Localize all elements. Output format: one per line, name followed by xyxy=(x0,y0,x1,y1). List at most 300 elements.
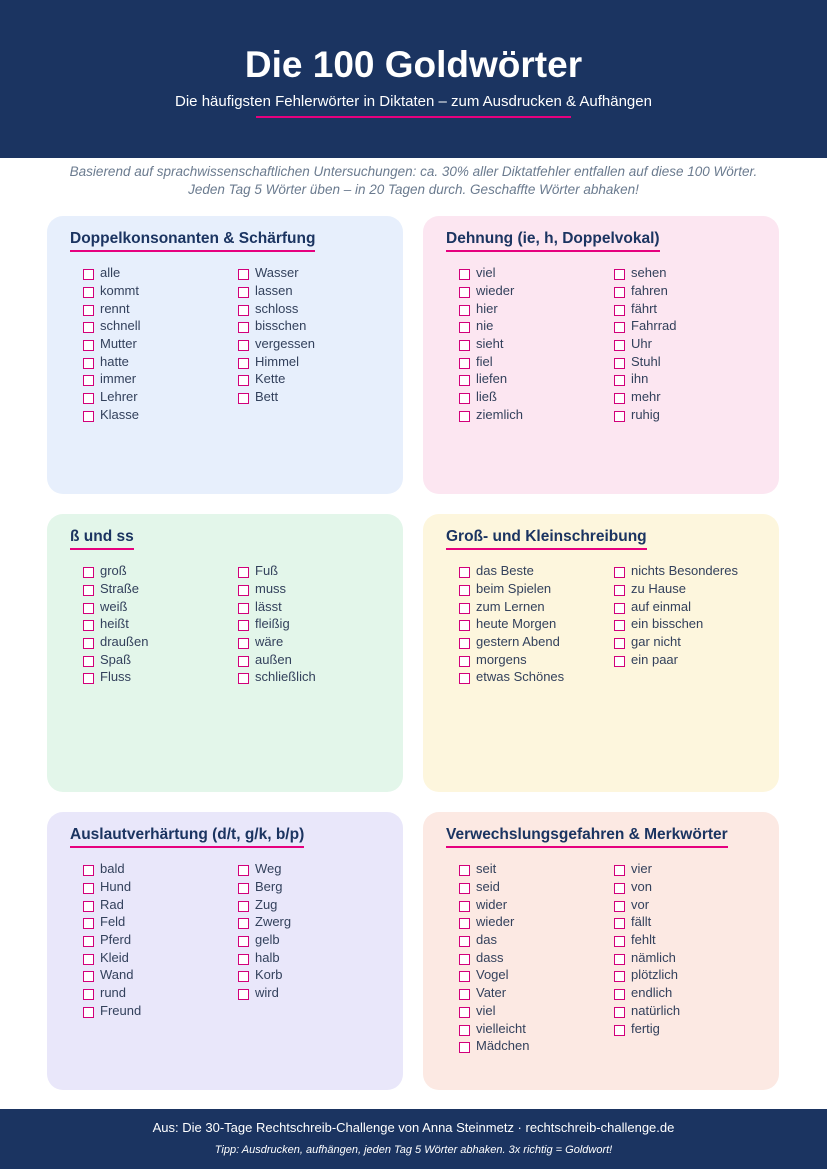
word-item[interactable] xyxy=(447,931,529,949)
word-label: natürlich xyxy=(631,1002,681,1018)
word-item[interactable] xyxy=(602,895,680,913)
checkbox-icon[interactable] xyxy=(459,936,470,947)
word-item[interactable] xyxy=(71,597,148,615)
checkbox-icon[interactable] xyxy=(459,656,470,667)
checkbox-icon[interactable] xyxy=(83,620,94,631)
checkbox-icon[interactable] xyxy=(83,287,94,298)
word-label: ruhig xyxy=(631,406,660,422)
checkbox-icon[interactable] xyxy=(238,865,249,876)
checkbox-icon[interactable] xyxy=(238,901,249,912)
checkbox-icon[interactable] xyxy=(83,375,94,386)
word-item[interactable] xyxy=(602,1019,680,1037)
word-item[interactable] xyxy=(226,388,315,406)
checkbox-icon[interactable] xyxy=(459,673,470,684)
card-title: ß und ss xyxy=(70,528,134,550)
word-label: Rad xyxy=(100,896,124,912)
word-item[interactable] xyxy=(447,860,529,878)
word-column xyxy=(71,860,141,1019)
page-header xyxy=(0,0,827,158)
checkbox-icon[interactable] xyxy=(238,269,249,280)
word-item[interactable] xyxy=(226,931,291,949)
checkbox-icon[interactable] xyxy=(459,269,470,280)
word-item[interactable] xyxy=(602,282,677,300)
word-label: nämlich xyxy=(631,949,676,965)
page-footer xyxy=(0,1109,827,1169)
word-item[interactable] xyxy=(226,264,315,282)
checkbox-icon[interactable] xyxy=(459,567,470,578)
word-item[interactable] xyxy=(71,895,141,913)
word-label: Vogel xyxy=(476,967,509,983)
word-card xyxy=(423,514,779,792)
checkbox-icon[interactable] xyxy=(459,918,470,929)
word-item[interactable] xyxy=(226,650,316,668)
checkbox-icon[interactable] xyxy=(238,287,249,298)
word-item[interactable] xyxy=(602,615,738,633)
checkbox-icon[interactable] xyxy=(83,1007,94,1018)
word-item[interactable] xyxy=(226,335,315,353)
word-label: Spaß xyxy=(100,651,132,667)
word-label: Weg xyxy=(255,861,282,877)
word-item[interactable] xyxy=(602,352,677,370)
word-item[interactable] xyxy=(602,406,677,424)
word-item[interactable] xyxy=(71,913,141,931)
checkbox-icon[interactable] xyxy=(83,865,94,876)
word-item[interactable] xyxy=(226,878,291,896)
word-item[interactable] xyxy=(71,406,140,424)
checkbox-icon[interactable] xyxy=(238,936,249,947)
word-label: gelb xyxy=(255,932,280,948)
word-item[interactable] xyxy=(71,966,141,984)
footer-tip: Tipp: Ausdrucken, aufhängen, jeden Tag 5 Wörter abhaken. 3x richtig = Goldwort! xyxy=(214,1144,613,1156)
word-label: fleißig xyxy=(255,616,290,632)
word-label: zum Lernen xyxy=(476,598,545,614)
checkbox-icon[interactable] xyxy=(238,567,249,578)
word-item[interactable] xyxy=(226,948,291,966)
word-item[interactable] xyxy=(226,984,291,1002)
checkbox-icon[interactable] xyxy=(614,656,625,667)
word-column xyxy=(447,860,529,1055)
checkbox-icon[interactable] xyxy=(238,375,249,386)
checkbox-icon[interactable] xyxy=(614,603,625,614)
checkbox-icon[interactable] xyxy=(614,971,625,982)
word-label: rund xyxy=(100,985,127,1001)
checkbox-icon[interactable] xyxy=(614,1025,625,1036)
checkbox-icon[interactable] xyxy=(238,585,249,596)
checkbox-icon[interactable] xyxy=(459,305,470,316)
word-label: bald xyxy=(100,861,125,877)
checkbox-icon[interactable] xyxy=(83,971,94,982)
word-item[interactable] xyxy=(226,352,315,370)
word-label: alle xyxy=(100,265,121,281)
checkbox-icon[interactable] xyxy=(459,883,470,894)
checkbox-icon[interactable] xyxy=(83,638,94,649)
word-column xyxy=(602,264,677,423)
checkbox-icon[interactable] xyxy=(614,883,625,894)
word-column xyxy=(71,264,140,423)
checkbox-icon[interactable] xyxy=(459,1007,470,1018)
checkbox-icon[interactable] xyxy=(459,1025,470,1036)
word-label: ließ xyxy=(476,389,497,405)
word-item[interactable] xyxy=(71,948,141,966)
word-item[interactable] xyxy=(447,1019,529,1037)
word-label: mehr xyxy=(631,389,661,405)
checkbox-icon[interactable] xyxy=(238,603,249,614)
word-item[interactable] xyxy=(602,597,738,615)
word-item[interactable] xyxy=(447,406,523,424)
checkbox-icon[interactable] xyxy=(83,393,94,404)
word-label: heute Morgen xyxy=(476,616,557,632)
word-label: vier xyxy=(631,861,652,877)
word-item[interactable] xyxy=(71,370,140,388)
word-item[interactable] xyxy=(71,1002,141,1020)
checkbox-icon[interactable] xyxy=(83,340,94,351)
checkbox-icon[interactable] xyxy=(83,322,94,333)
word-item[interactable] xyxy=(71,878,141,896)
checkbox-icon[interactable] xyxy=(459,585,470,596)
checkbox-icon[interactable] xyxy=(459,901,470,912)
card-title: Groß- und Kleinschreibung xyxy=(446,528,647,550)
checkbox-icon[interactable] xyxy=(614,269,625,280)
checkbox-icon[interactable] xyxy=(459,411,470,422)
checkbox-icon[interactable] xyxy=(83,954,94,965)
word-item[interactable] xyxy=(71,931,141,949)
word-label: sehen xyxy=(631,265,667,281)
word-label: etwas Schönes xyxy=(476,669,565,685)
word-label: zu Hause xyxy=(631,581,686,597)
checkbox-icon[interactable] xyxy=(238,305,249,316)
word-item[interactable] xyxy=(447,948,529,966)
word-item[interactable] xyxy=(71,264,140,282)
checkbox-icon[interactable] xyxy=(614,918,625,929)
checkbox-icon[interactable] xyxy=(614,1007,625,1018)
word-item[interactable] xyxy=(71,615,148,633)
word-label: wieder xyxy=(476,914,515,930)
checkbox-icon[interactable] xyxy=(459,865,470,876)
word-item[interactable] xyxy=(71,668,148,686)
checkbox-icon[interactable] xyxy=(238,656,249,667)
checkbox-icon[interactable] xyxy=(238,954,249,965)
checkbox-icon[interactable] xyxy=(459,638,470,649)
word-label: ein paar xyxy=(631,651,678,667)
word-item[interactable] xyxy=(602,984,680,1002)
checkbox-icon[interactable] xyxy=(614,585,625,596)
checkbox-icon[interactable] xyxy=(83,358,94,369)
checkbox-icon[interactable] xyxy=(459,989,470,1000)
word-label: Bett xyxy=(255,389,279,405)
word-label: ein bisschen xyxy=(631,616,704,632)
word-item[interactable] xyxy=(602,931,680,949)
word-item[interactable] xyxy=(71,282,140,300)
checkbox-icon[interactable] xyxy=(459,322,470,333)
word-item[interactable] xyxy=(226,317,315,335)
card-title: Verwechslungsgefahren & Merkwörter xyxy=(446,826,728,848)
word-label: Fluss xyxy=(100,669,132,685)
word-item[interactable] xyxy=(226,913,291,931)
checkbox-icon[interactable] xyxy=(83,918,94,929)
word-item[interactable] xyxy=(447,895,529,913)
word-label: gar nicht xyxy=(631,634,681,650)
checkbox-icon[interactable] xyxy=(83,567,94,578)
word-item[interactable] xyxy=(602,878,680,896)
intro-line-2: Jeden Tag 5 Wörter üben – in 20 Tagen durch. Geschaffte Wörter abhaken! xyxy=(188,182,639,197)
word-label: endlich xyxy=(631,985,673,1001)
word-label: weiß xyxy=(100,598,128,614)
checkbox-icon[interactable] xyxy=(83,585,94,596)
checkbox-icon[interactable] xyxy=(238,673,249,684)
word-item[interactable] xyxy=(602,650,738,668)
word-item[interactable] xyxy=(226,299,315,317)
word-label: seit xyxy=(476,861,497,877)
word-label: Zug xyxy=(255,896,278,912)
word-label: sieht xyxy=(476,336,504,352)
word-item[interactable] xyxy=(447,1002,529,1020)
word-label: vor xyxy=(631,896,650,912)
word-item[interactable] xyxy=(602,317,677,335)
word-item[interactable] xyxy=(226,633,316,651)
word-item[interactable] xyxy=(71,860,141,878)
word-item[interactable] xyxy=(226,668,316,686)
word-item[interactable] xyxy=(447,282,523,300)
checkbox-icon[interactable] xyxy=(238,918,249,929)
word-item[interactable] xyxy=(71,352,140,370)
word-label: Kette xyxy=(255,371,286,387)
checkbox-icon[interactable] xyxy=(83,305,94,316)
checkbox-icon[interactable] xyxy=(83,883,94,894)
word-item[interactable] xyxy=(226,895,291,913)
word-item[interactable] xyxy=(447,370,523,388)
word-label: Lehrer xyxy=(100,389,138,405)
word-item[interactable] xyxy=(602,913,680,931)
word-item[interactable] xyxy=(71,633,148,651)
word-item[interactable] xyxy=(602,580,738,598)
checkbox-icon[interactable] xyxy=(238,971,249,982)
word-label: schließlich xyxy=(255,669,316,685)
word-column xyxy=(226,264,315,406)
word-label: kommt xyxy=(100,283,139,299)
word-label: lassen xyxy=(255,283,293,299)
word-item[interactable] xyxy=(71,562,148,580)
word-label: morgens xyxy=(476,651,527,667)
word-label: liefen xyxy=(476,371,508,387)
word-label: wäre xyxy=(255,634,284,650)
word-label: hatte xyxy=(100,353,129,369)
word-item[interactable] xyxy=(447,1037,529,1055)
checkbox-icon[interactable] xyxy=(238,340,249,351)
checkbox-icon[interactable] xyxy=(459,1042,470,1053)
word-item[interactable] xyxy=(602,948,680,966)
word-label: Kleid xyxy=(100,949,129,965)
word-label: Stuhl xyxy=(631,353,661,369)
word-label: ihn xyxy=(631,371,649,387)
checkbox-icon[interactable] xyxy=(614,358,625,369)
checkbox-icon[interactable] xyxy=(614,411,625,422)
checkbox-icon[interactable] xyxy=(614,340,625,351)
checkbox-icon[interactable] xyxy=(614,567,625,578)
word-item[interactable] xyxy=(226,860,291,878)
checkbox-icon[interactable] xyxy=(614,936,625,947)
word-label: Himmel xyxy=(255,353,300,369)
word-column xyxy=(226,562,316,686)
word-item[interactable] xyxy=(447,299,523,317)
word-item[interactable] xyxy=(71,580,148,598)
word-label: Fuß xyxy=(255,563,279,579)
word-label: fiel xyxy=(476,353,493,369)
checkbox-icon[interactable] xyxy=(614,954,625,965)
word-item[interactable] xyxy=(447,264,523,282)
word-label: Pferd xyxy=(100,932,132,948)
word-label: draußen xyxy=(100,634,149,650)
checkbox-icon[interactable] xyxy=(614,287,625,298)
checkbox-icon[interactable] xyxy=(614,305,625,316)
checkbox-icon[interactable] xyxy=(238,883,249,894)
word-item[interactable] xyxy=(447,335,523,353)
word-item[interactable] xyxy=(226,370,315,388)
checkbox-icon[interactable] xyxy=(83,603,94,614)
checkbox-icon[interactable] xyxy=(83,936,94,947)
checkbox-icon[interactable] xyxy=(614,901,625,912)
word-item[interactable] xyxy=(447,650,564,668)
checkbox-icon[interactable] xyxy=(614,620,625,631)
word-label: Mädchen xyxy=(476,1038,530,1054)
word-item[interactable] xyxy=(71,335,140,353)
checkbox-icon[interactable] xyxy=(238,393,249,404)
word-label: dass xyxy=(476,949,504,965)
word-item[interactable] xyxy=(447,597,564,615)
word-item[interactable] xyxy=(71,317,140,335)
word-item[interactable] xyxy=(226,562,316,580)
word-label: vergessen xyxy=(255,336,315,352)
word-card xyxy=(47,514,403,792)
checkbox-icon[interactable] xyxy=(614,638,625,649)
checkbox-icon[interactable] xyxy=(459,340,470,351)
word-label: das xyxy=(476,932,497,948)
checkbox-icon[interactable] xyxy=(459,954,470,965)
word-label: gestern Abend xyxy=(476,634,560,650)
word-item[interactable] xyxy=(602,562,738,580)
word-item[interactable] xyxy=(602,264,677,282)
word-label: Vater xyxy=(476,985,507,1001)
word-label: seid xyxy=(476,879,500,895)
word-label: plötzlich xyxy=(631,967,678,983)
word-label: schnell xyxy=(100,318,141,334)
word-label: wider xyxy=(476,896,508,912)
word-item[interactable] xyxy=(447,984,529,1002)
title-underline xyxy=(256,116,571,118)
word-card xyxy=(47,812,403,1090)
checkbox-icon[interactable] xyxy=(614,989,625,1000)
page-subtitle: Die häufigsten Fehlerwörter in Diktaten – zum Ausdrucken & Aufhängen xyxy=(175,93,652,110)
checkbox-icon[interactable] xyxy=(238,989,249,1000)
checkbox-icon[interactable] xyxy=(459,358,470,369)
word-item[interactable] xyxy=(602,860,680,878)
word-item[interactable] xyxy=(602,299,677,317)
card-title: Dehnung (ie, h, Doppelvokal) xyxy=(446,230,660,252)
word-item[interactable] xyxy=(447,633,564,651)
checkbox-icon[interactable] xyxy=(459,287,470,298)
word-label: heißt xyxy=(100,616,129,632)
word-item[interactable] xyxy=(602,335,677,353)
checkbox-icon[interactable] xyxy=(459,375,470,386)
word-label: fehlt xyxy=(631,932,656,948)
word-item[interactable] xyxy=(71,388,140,406)
word-item[interactable] xyxy=(447,388,523,406)
checkbox-icon[interactable] xyxy=(459,971,470,982)
checkbox-icon[interactable] xyxy=(459,620,470,631)
word-item[interactable] xyxy=(447,668,564,686)
word-item[interactable] xyxy=(226,282,315,300)
word-item[interactable] xyxy=(602,633,738,651)
word-item[interactable] xyxy=(602,370,677,388)
checkbox-icon[interactable] xyxy=(83,656,94,667)
checkbox-icon[interactable] xyxy=(459,603,470,614)
footer-source: Aus: Die 30-Tage Rechtschreib-Challenge von Anna Steinmetz · rechtschreib-challenge.de xyxy=(152,1120,675,1135)
checkbox-icon[interactable] xyxy=(614,393,625,404)
word-item[interactable] xyxy=(447,913,529,931)
word-label: nichts Besonderes xyxy=(631,563,738,579)
word-item[interactable] xyxy=(71,984,141,1002)
checkbox-icon[interactable] xyxy=(83,901,94,912)
word-item[interactable] xyxy=(447,966,529,984)
word-card xyxy=(423,216,779,494)
checkbox-icon[interactable] xyxy=(238,620,249,631)
word-item[interactable] xyxy=(447,878,529,896)
checkbox-icon[interactable] xyxy=(83,673,94,684)
word-label: Hund xyxy=(100,879,132,895)
word-item[interactable] xyxy=(447,352,523,370)
card-title: Doppelkonsonanten & Schärfung xyxy=(70,230,315,252)
word-label: bisschen xyxy=(255,318,307,334)
word-item[interactable] xyxy=(71,650,148,668)
word-label: fertig xyxy=(631,1020,660,1036)
word-label: schloss xyxy=(255,300,299,316)
word-item[interactable] xyxy=(447,317,523,335)
word-label: außen xyxy=(255,651,292,667)
word-item[interactable] xyxy=(602,388,677,406)
word-label: Berg xyxy=(255,879,283,895)
word-item[interactable] xyxy=(71,299,140,317)
checkbox-icon[interactable] xyxy=(459,393,470,404)
word-label: das Beste xyxy=(476,563,534,579)
word-item[interactable] xyxy=(602,966,680,984)
word-item[interactable] xyxy=(226,966,291,984)
checkbox-icon[interactable] xyxy=(83,989,94,1000)
checkbox-icon[interactable] xyxy=(238,358,249,369)
word-item[interactable] xyxy=(447,580,564,598)
word-column xyxy=(602,860,680,1037)
word-item[interactable] xyxy=(226,597,316,615)
checkbox-icon[interactable] xyxy=(83,411,94,422)
checkbox-icon[interactable] xyxy=(238,638,249,649)
word-item[interactable] xyxy=(447,615,564,633)
word-item[interactable] xyxy=(447,562,564,580)
checkbox-icon[interactable] xyxy=(238,322,249,333)
word-label: Zwerg xyxy=(255,914,292,930)
word-column xyxy=(602,562,738,668)
word-label: fällt xyxy=(631,914,652,930)
checkbox-icon[interactable] xyxy=(614,375,625,386)
word-item[interactable] xyxy=(226,615,316,633)
word-item[interactable] xyxy=(602,1002,680,1020)
word-label: Mutter xyxy=(100,336,137,352)
word-item[interactable] xyxy=(226,580,316,598)
page-title: Die 100 Goldwörter xyxy=(244,44,583,85)
checkbox-icon[interactable] xyxy=(614,322,625,333)
checkbox-icon[interactable] xyxy=(83,269,94,280)
checkbox-icon[interactable] xyxy=(614,865,625,876)
word-label: Freund xyxy=(100,1002,142,1018)
word-column xyxy=(447,264,523,423)
word-label: Feld xyxy=(100,914,126,930)
